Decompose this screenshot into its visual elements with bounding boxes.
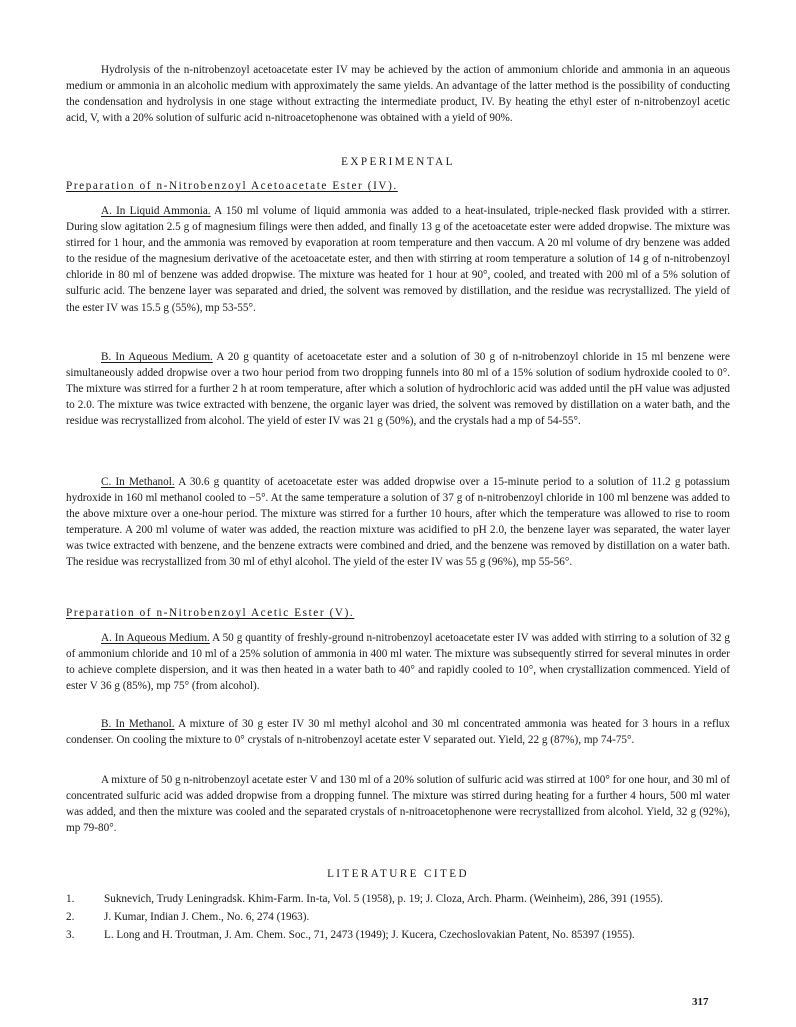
reference-number: 1. <box>66 893 75 905</box>
subheading-liquid-ammonia: A. In Liquid Ammonia. <box>101 205 211 217</box>
final-paragraph <box>66 772 730 836</box>
subheading-methanol-2: B. In Methanol. <box>101 718 175 730</box>
subheading-aqueous-medium-2: A. In Aqueous Medium. <box>101 632 210 644</box>
experimental-heading: EXPERIMENTAL <box>341 156 455 168</box>
section2-a-paragraph <box>66 630 730 694</box>
section1-b-text: A 20 g quantity of acetoacetate ester and a solution of 30 g of n-nitrobenzoyl chloride in 15 ml benzene were simultaneously added dropwise over a two hour period from two dropping funnels into 80 ml of a 15% solution of sodium hydroxide cooled to 0°. The mixture was stirred for a further 2 h at room temperature, after which a solution of hydrochloric acid was added until the pH value was adjusted to 2.0. The mixture was twice extracted with benzene, the organic layer was dried, the solvent was removed by distillation on a water bath, and the residue was recrystallized from alcohol. The yield of ester IV was 21 g (50%), and the crystals had a mp of 54-55°. <box>66 351 730 428</box>
reference-text: Suknevich, Trudy Leningradsk. Khim-Farm. In-ta, Vol. 5 (1958), p. 19; J. Cloza, Arch. Pharm. (Weinheim), 286, 391 (1955). <box>104 893 663 905</box>
page-number: 317 <box>692 996 709 1008</box>
section1-a-text: A 150 ml volume of liquid ammonia was added to a heat-insulated, triple-necked flask provided with a stirrer. During slow agitation 2.5 g of magnesium filings were then added, and finally 13 g of the acetoacetate ester were added dropwise. The mixture was stirred for 1 hour, and the ammonia was removed by evaporation at room temperature and then vaccum. A 20 ml volume of dry benzene was added to the residue of the magnesium derivative of the acetoacetate ester, and then with stirring at room temperature a solution of 14 g of n-nitrobenzoyl chloride in 80 ml of benzene was added dropwise. The mixture was heated for 1 hour at 90°, cooled, and treated with 200 ml of a 5% solution of sulfuric acid. The benzene layer was separated and dried, the solvent was removed by distillation, and the residue was recrystallized. The yield of the ester IV was 15.5 g (55%), mp 53-55°. <box>66 205 730 314</box>
section2-a-text: A 50 g quantity of freshly-ground n-nitrobenzoyl acetoacetate ester IV was added with stirring to a solution of 32 g of ammonium chloride and 10 ml of a 25% solution of ammonia in 400 ml water. The mixture was subsequently stirred for several minutes in order to achieve complete dispersion, and it was then heated in a water bath to 40° and rapidly cooled to 10°, when crystallization commenced. Yield of ester V 36 g (85%), mp 75° (from alcohol). <box>66 632 730 693</box>
reference-number: 2. <box>66 911 75 924</box>
subheading-aqueous-medium: B. In Aqueous Medium. <box>101 351 213 363</box>
section-title-ester-v <box>66 607 354 619</box>
section1-c-paragraph <box>66 474 730 571</box>
literature-heading: LITERATURE CITED <box>327 868 469 880</box>
reference-item <box>66 927 730 943</box>
reference-list <box>66 891 730 945</box>
section2-b-text: A mixture of 30 g ester IV 30 ml methyl alcohol and 30 ml concentrated ammonia was heated for 3 hours in a reflux condenser. On cooling the mixture to 0° crystals of n-nitrobenzoyl acetate ester V separated out. Yield, 22 g (87%), mp 74-75°. <box>66 718 730 747</box>
reference-text: J. Kumar, Indian J. Chem., No. 6, 274 (1963). <box>104 911 310 924</box>
reference-item <box>66 891 730 907</box>
reference-number: 3. <box>66 929 75 942</box>
section2-b-paragraph <box>66 716 730 748</box>
intro-paragraph <box>66 62 730 126</box>
subheading-methanol: C. In Methanol. <box>101 476 175 488</box>
final-text: A mixture of 50 g n-nitrobenzoyl acetate ester V and 130 ml of a 20% solution of sulfuric acid was stirred at 100° for one hour, and 30 ml of concentrated sulfuric acid was added dropwise from a dropping funnel. The mixture was stirred during heating for a further 4 hours, 500 ml water was added, and then the mixture was cooled and the separated crystals of n-nitroacetophenone were recrystallized from alcohol. Yield, 32 g (92%), mp 79-80°. <box>66 774 730 835</box>
section1-b-paragraph <box>66 349 730 429</box>
section-title-ester-v-text: Preparation of n-Nitrobenzoyl Acetic Ester (V). <box>66 607 355 619</box>
section1-a-paragraph <box>66 203 730 316</box>
intro-text: Hydrolysis of the n-nitrobenzoyl acetoacetate ester IV may be achieved by the action of ammonium chloride and ammonia in an aqueous medium or ammonia in an alcoholic medium with approximately the same yields. An advantage of the latter method is the possibility of conducting the condensation and hydrolysis in one stage without extracting the intermediate product, IV. By heating the ethyl ester of n-nitrobenzoyl acetic acid, V, with a 20% solution of sulfuric acid n-nitroacetophenone was obtained with a yield of 90%. <box>66 64 730 125</box>
section-title-ester-iv-text: Preparation of n-Nitrobenzoyl Acetoacetate Ester (IV). <box>66 180 398 192</box>
section1-c-text: A 30.6 g quantity of acetoacetate ester was added dropwise over a 15-minute period to a solution of 11.2 g potassium hydroxide in 160 ml methanol cooled to −5°. At the same temperature a solution of 37 g of n-nitrobenzoyl chloride in 100 ml benzene was added to the above mixture over a one-hour period. The mixture was stirred for a further 10 hours, after which the temperature was allowed to rise to room temperature. A 200 ml volume of water was added, the reaction mixture was acidified to pH 2.0, the benzene layer was separated, the water layer was twice extracted with benzene, and the benzene extracts were combined and dried, and the benzene was removed by distillation on a water bath. The residue was recrystallized from 30 ml of ethyl alcohol. The yield of the ester IV was 55 g (96%), mp 55-56°. <box>66 476 730 569</box>
reference-text: L. Long and H. Troutman, J. Am. Chem. Soc., 71, 2473 (1949); J. Kucera, Czechoslovakian Patent, No. 85397 (1955). <box>104 929 635 942</box>
section-title-ester-iv <box>66 180 398 192</box>
reference-item <box>66 909 730 925</box>
